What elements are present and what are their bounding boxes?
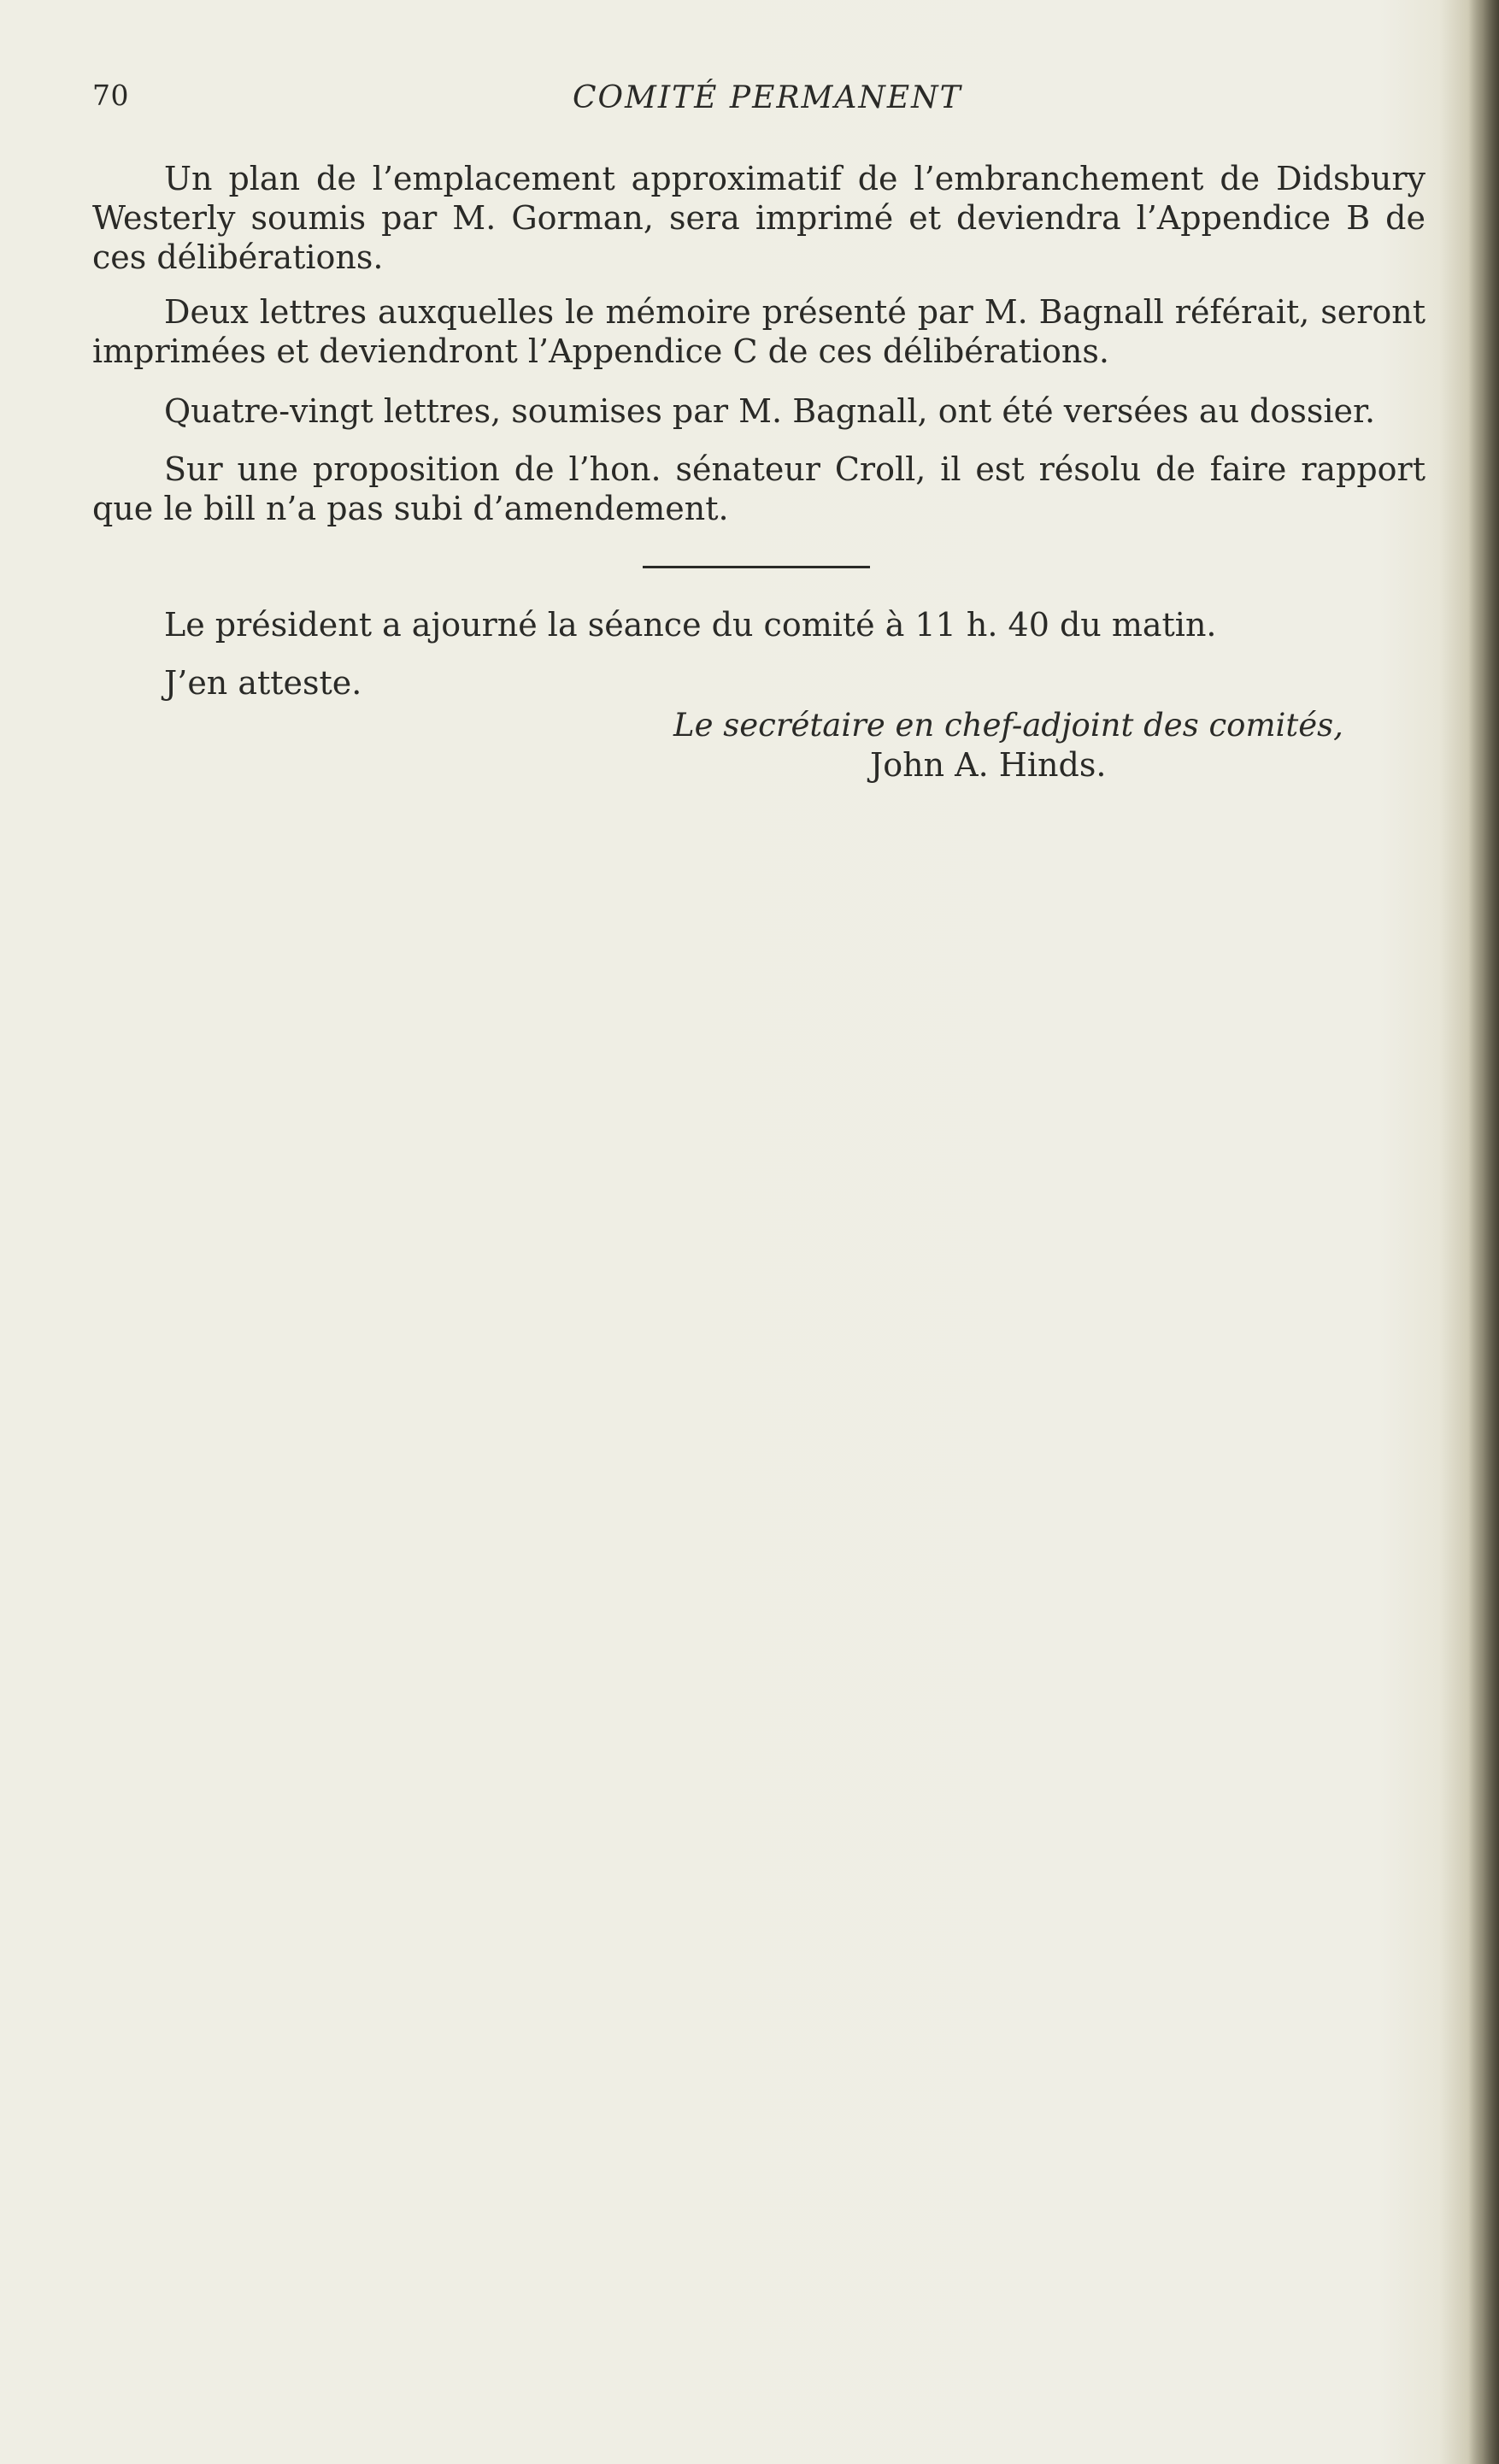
section-divider: [643, 566, 870, 568]
running-head: COMITÉ PERMANENT: [573, 80, 962, 115]
signature-name: John A. Hinds.: [870, 746, 1107, 784]
paragraph-motion: Sur une proposition de l’hon. sénateur Croll, il est résolu de faire rapport que le bill n’a pas subi d’amendement.: [92, 450, 1426, 527]
paragraph-appendix-c: Deux lettres auxquelles le mémoire présenté par M. Bagnall référait, seront imprimées et deviendront l’Appendice C de ces délibérations.: [92, 293, 1426, 370]
signature-title: Le secrétaire en chef-adjoint des comités,: [673, 707, 1343, 744]
attestation: J’en atteste.: [164, 664, 362, 702]
paragraph-appendix-b: Un plan de l’emplacement approximatif de l’embranchement de Didsbury Westerly soumis par M. Gorman, sera imprimé et deviendra l’Appendice B de ces délibérations.: [92, 160, 1426, 276]
paragraph-adjournment: Le président a ajourné la séance du comité à 11 h. 40 du matin.: [164, 606, 1217, 644]
binding-edge: [1468, 0, 1499, 2464]
page-number: 70: [92, 79, 129, 112]
paragraph-letters-filed: Quatre-vingt lettres, soumises par M. Bagnall, ont été versées au dossier.: [164, 392, 1376, 430]
